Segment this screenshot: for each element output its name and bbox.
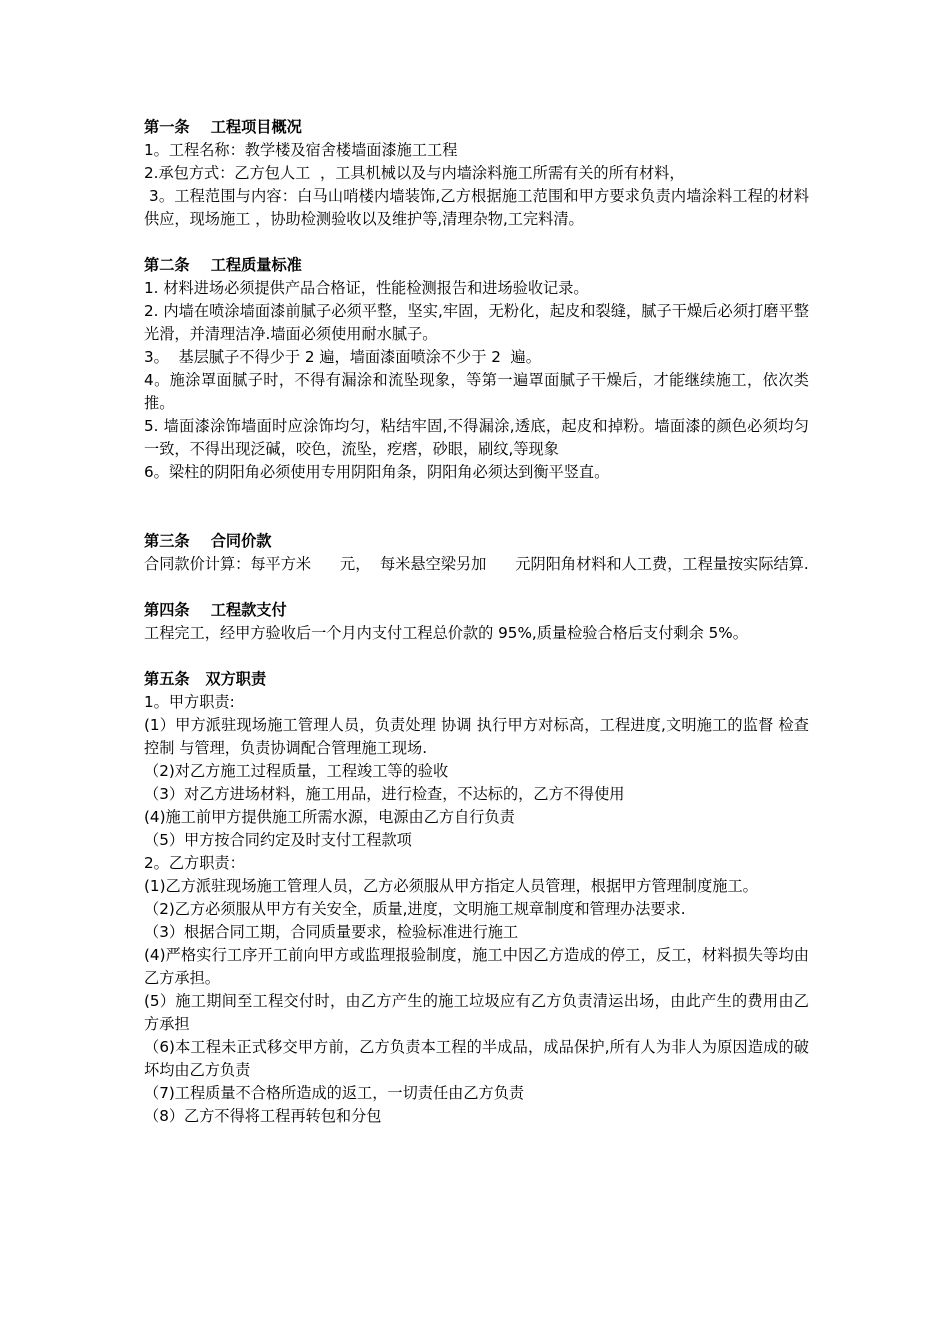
- paragraph: 工程完工，经甲方验收后一个月内支付工程总价款的 95%,质量检验合格后支付剩余 5%。: [144, 624, 748, 642]
- section-heading: 第二条 工程质量标准: [144, 256, 302, 274]
- paragraph: 4。施涂罩面腻子时，不得有漏涂和流坠现象，等第一遍罩面腻子干燥后，才能继续施工，依次类推。: [144, 371, 809, 412]
- paragraph: 合同款价计算：每平方米 元， 每米悬空梁另加 元阴阳角材料和人工费，工程量按实际结算.: [144, 555, 809, 573]
- paragraph: 1. 材料进场必须提供产品合格证，性能检测报告和进场验收记录。: [144, 279, 589, 297]
- paragraph: 6。梁柱的阴阳角必须使用专用阴阳角条，阴阳角必须达到衡平竖直。: [144, 463, 610, 481]
- paragraph: (4)施工前甲方提供施工所需水源，电源由乙方自行负责: [144, 808, 515, 826]
- contract-page: [144, 116, 814, 1128]
- paragraph: (4)严格实行工序开工前向甲方或监理报验制度，施工中因乙方造成的停工，反工，材料损失等均由乙方承担。: [144, 946, 809, 987]
- paragraph: （3）对乙方进场材料，施工用品，进行检查，不达标的，乙方不得使用: [144, 785, 625, 803]
- section-3-contract-price: [144, 530, 809, 576]
- paragraph: 5. 墙面漆涂饰墙面时应涂饰均匀，粘结牢固,不得漏涂,透底，起皮和掉粉。墙面漆的颜色必须均匀一致，不得出现泛碱，咬色，流坠，疙瘩，砂眼，刷纹,等现象: [144, 417, 809, 458]
- section-heading: 第三条 合同价款: [144, 532, 272, 550]
- paragraph: (1）甲方派驻现场施工管理人员，负责处理 协调 执行甲方对标高，工程进度,文明施工的监督 检查 控制 与管理，负责协调配合管理施工现场.: [144, 716, 814, 757]
- paragraph: （2)乙方必须服从甲方有关安全，质量,进度，文明施工规章制度和管理办法要求.: [144, 900, 686, 918]
- paragraph: （3）根据合同工期，合同质量要求，检验标准进行施工: [144, 923, 519, 941]
- paragraph: （5）甲方按合同约定及时支付工程款项: [144, 831, 412, 849]
- paragraph: (5）施工期间至工程交付时，由乙方产生的施工垃圾应有乙方负责清运出场，由此产生的费用由乙方承担: [144, 992, 809, 1033]
- section-heading: 第四条 工程款支付: [144, 601, 287, 619]
- paragraph: 3。工程范围与内容：白马山哨楼内墙装饰,乙方根据施工范围和甲方要求负责内墙涂料工程的材料供应，现场施工 ，协助检测验收以及维护等,清理杂物,工完料清。: [144, 187, 810, 228]
- paragraph: （8）乙方不得将工程再转包和分包: [144, 1107, 382, 1125]
- paragraph: 2。乙方职责：: [144, 854, 245, 872]
- paragraph: （2)对乙方施工过程质量，工程竣工等的验收: [144, 762, 449, 780]
- paragraph: 2.承包方式：乙方包人工 ，工具机械以及与内墙涂料施工所需有关的所有材料，: [144, 164, 685, 182]
- section-5-responsibilities: [144, 668, 814, 1128]
- section-2-quality-standard: [144, 254, 809, 484]
- section-1-project-overview: [144, 116, 809, 231]
- section-heading: 第五条 双方职责: [144, 670, 267, 688]
- paragraph: （7)工程质量不合格所造成的返工，一切责任由乙方负责: [144, 1084, 525, 1102]
- paragraph: 1。甲方职责:: [144, 693, 235, 711]
- section-4-payment: [144, 599, 809, 645]
- paragraph: 3。 基层腻子不得少于 2 遍，墙面漆面喷涂不少于 2 遍。: [144, 348, 541, 366]
- paragraph: （6)本工程未正式移交甲方前，乙方负责本工程的半成品，成品保护,所有人为非人为原因造成的破坏均由乙方负责: [144, 1038, 809, 1079]
- paragraph: (1)乙方派驻现场施工管理人员，乙方必须服从甲方指定人员管理，根据甲方管理制度施工。: [144, 877, 758, 895]
- paragraph: 2. 内墙在喷涂墙面漆前腻子必须平整，坚实,牢固，无粉化，起皮和裂缝，腻子干燥后必须打磨平整光滑，并清理洁净.墙面必须使用耐水腻子。: [144, 302, 809, 343]
- paragraph: 1。工程名称：教学楼及宿舍楼墙面漆施工工程: [144, 141, 458, 159]
- section-heading: 第一条 工程项目概况: [144, 118, 302, 136]
